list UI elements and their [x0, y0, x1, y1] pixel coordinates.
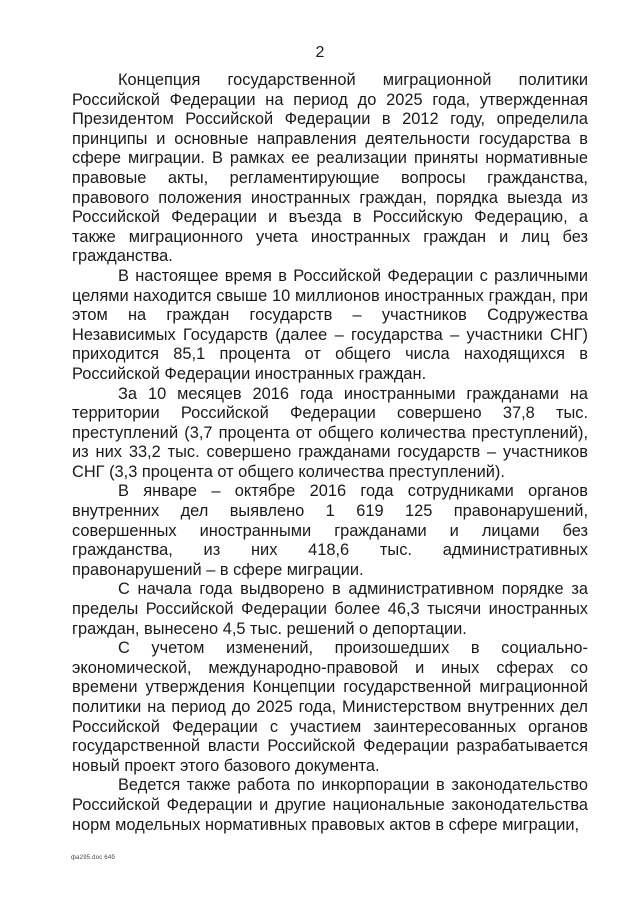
paragraph-foreign-citizens-count: В настоящее время в Российской Федерации с различными целями находится свыше 10 миллионов иностранных граждан, при этом на граждан государств – участников Содружества Независимых Государств (далее – государства – участники СНГ) приходится 85,1 процента от общего числа находящихся в Российской Федерации иностранных граждан.	[72, 266, 588, 383]
paragraph-legislation-incorporation: Ведется также работа по инкорпорации в законодательство Российской Федерации и другие национальные законодательства норм модельных нормативных правовых актов в сфере миграции,	[72, 776, 588, 834]
paragraph-offenses-statistics: В январе – октябре 2016 года сотрудниками органов внутренних дел выявлено 1 619 125 правонарушений, совершенных иностранными гражданами и лицами без гражданства, из них 418,6 тыс. административных правонарушений – в сфере миграции.	[72, 482, 588, 579]
paragraph-migration-concept: Концепция государственной миграционной политики Российской Федерации на период до 2025 года, утвержденная Президентом Российской Федерации в 2012 году, определила принципы и основные направления деятельности государства в сфере миграции. В рамках ее реализации приняты нормативные правовые акты, регламентирующие вопросы гражданства, правового положения иностранных граждан, порядка выезда из Российской Федерации и въезда в Российскую Федерацию, а также миграционного учета иностранных граждан и лиц без гражданства.	[72, 71, 588, 266]
paragraph-new-concept-draft: С учетом изменений, произошедших в социально-экономической, международно-правовой и иных сферах со времени утверждения Концепции государственной миграционной политики на период до 2025 года, Министерством внутренних дел Российской Федерации с участием заинтересованных органов государственной власти Российской Федерации разрабатывается новый проект этого базового документа.	[72, 639, 588, 775]
footer-file-code: фа295.doc 64б	[71, 855, 116, 861]
document-body	[72, 71, 588, 835]
paragraph-crime-statistics: За 10 месяцев 2016 года иностранными гражданами на территории Российской Федерации совершено 37,8 тыс. преступлений (3,7 процента от общего количества преступлений), из них 33,2 тыс. совершено гражданами государств – участников СНГ (3,3 процента от общего количества преступлений).	[72, 384, 588, 481]
page-number: 2	[315, 44, 325, 61]
paragraph-expulsions: С начала года выдворено в административном порядке за пределы Российской Федерации более 46,3 тысячи иностранных граждан, вынесено 4,5 тыс. решений о депортации.	[72, 580, 588, 638]
